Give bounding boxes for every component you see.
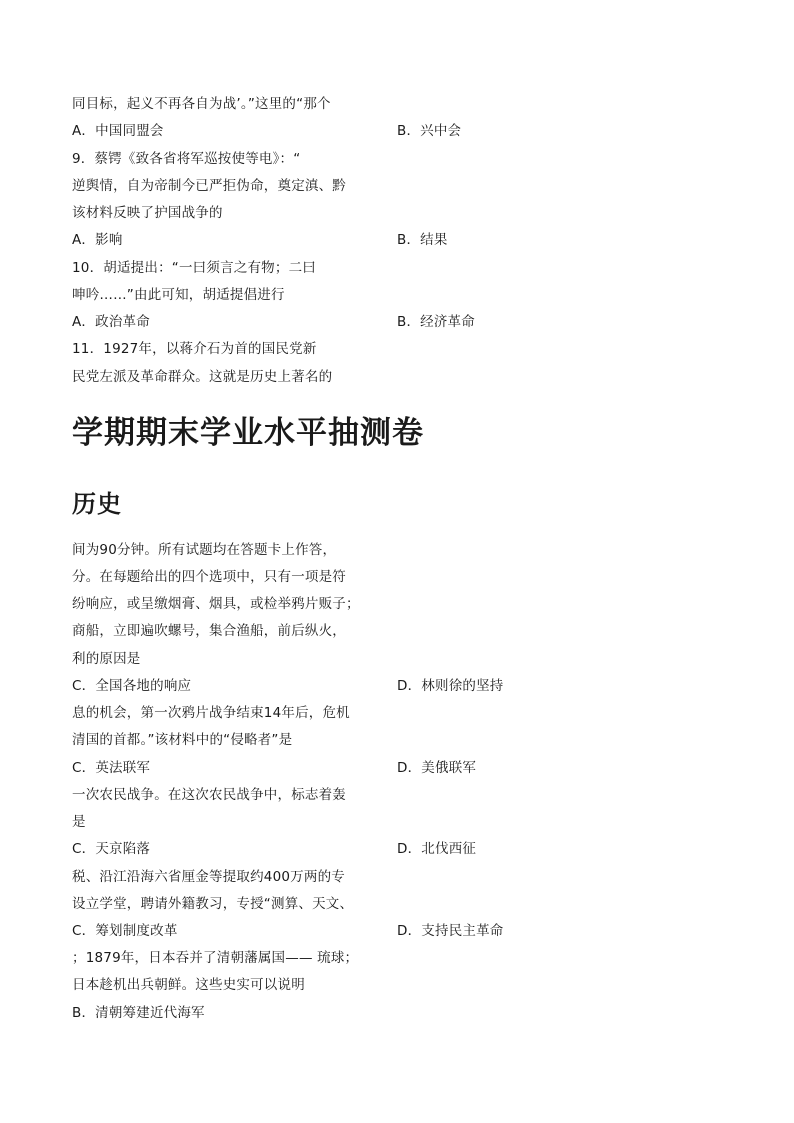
question-9-option-b: B．结果 <box>397 232 448 248</box>
option-d: D．林则徐的坚持 <box>397 678 504 694</box>
question-text: 清国的首都。”该材料中的“侵略者”是 <box>72 732 293 748</box>
question-text: ；1879年，日本吞并了清朝藩属国—— 琉球； <box>72 950 359 966</box>
question-8-option-b: B．兴中会 <box>397 123 462 139</box>
question-text: 日本趁机出兵朝鲜。这些史实可以说明 <box>72 977 305 993</box>
question-text: 一次农民战争。在这次农民战争中，标志着轰 <box>72 787 346 803</box>
page-title: 学期期末学业水平抽测卷 <box>72 415 424 451</box>
question-9-option-a: A．影响 <box>72 232 123 248</box>
question-text: 设立学堂，聘请外籍教习，专授“测算、天文、 <box>72 896 354 912</box>
question-text: 商船，立即遍吹螺号，集合渔船，前后纵火， <box>72 623 346 639</box>
question-10-stem: 10．胡适提出：“一曰须言之有物；二曰 <box>72 260 316 276</box>
subject-title: 历史 <box>72 490 122 518</box>
question-9-text: 该材料反映了护国战争的 <box>72 205 223 221</box>
instructions-line: 分。在每题给出的四个选项中，只有一项是符 <box>72 569 346 585</box>
question-11-text: 民党左派及革命群众。这就是历史上著名的 <box>72 369 333 385</box>
question-8-option-a: A．中国同盟会 <box>72 123 164 139</box>
option-c: C．天京陷落 <box>72 841 151 857</box>
question-9-stem: 9．蔡锷《致各省将军巡按使等电》：“ <box>72 151 301 167</box>
instructions-line: 间为90分钟。所有试题均在答题卡上作答， <box>72 542 337 558</box>
question-text: 利的原因是 <box>72 651 141 667</box>
option-c: C．全国各地的响应 <box>72 678 192 694</box>
option-b: B．清朝筹建近代海军 <box>72 1005 205 1021</box>
question-9-text: 逆舆情，自为帝制今已严拒伪命，奠定滇、黔 <box>72 178 346 194</box>
option-d: D．北伐西征 <box>397 841 477 857</box>
question-10-option-a: A．政治革命 <box>72 314 150 330</box>
question-10-option-b: B．经济革命 <box>397 314 475 330</box>
question-11-stem: 11．1927年，以蒋介石为首的国民党新 <box>72 341 317 357</box>
option-d: D．支持民主革命 <box>397 923 504 939</box>
question-8-text: 同目标，起义不再各自为战’。”这里的“那个 <box>72 96 331 112</box>
question-10-text: 呻吟……”由此可知，胡适提倡进行 <box>72 287 285 303</box>
option-d: D．美俄联军 <box>397 760 477 776</box>
question-text: 纷响应，或呈缴烟膏、烟具，或检举鸦片贩子； <box>72 596 360 612</box>
question-text: 是 <box>72 814 86 830</box>
question-text: 息的机会，第一次鸦片战争结束14年后，危机 <box>72 705 350 721</box>
option-c: C．筹划制度改革 <box>72 923 178 939</box>
question-text: 税、沿江沿海六省厘金等提取约400万两的专 <box>72 869 345 885</box>
option-c: C．英法联军 <box>72 760 151 776</box>
